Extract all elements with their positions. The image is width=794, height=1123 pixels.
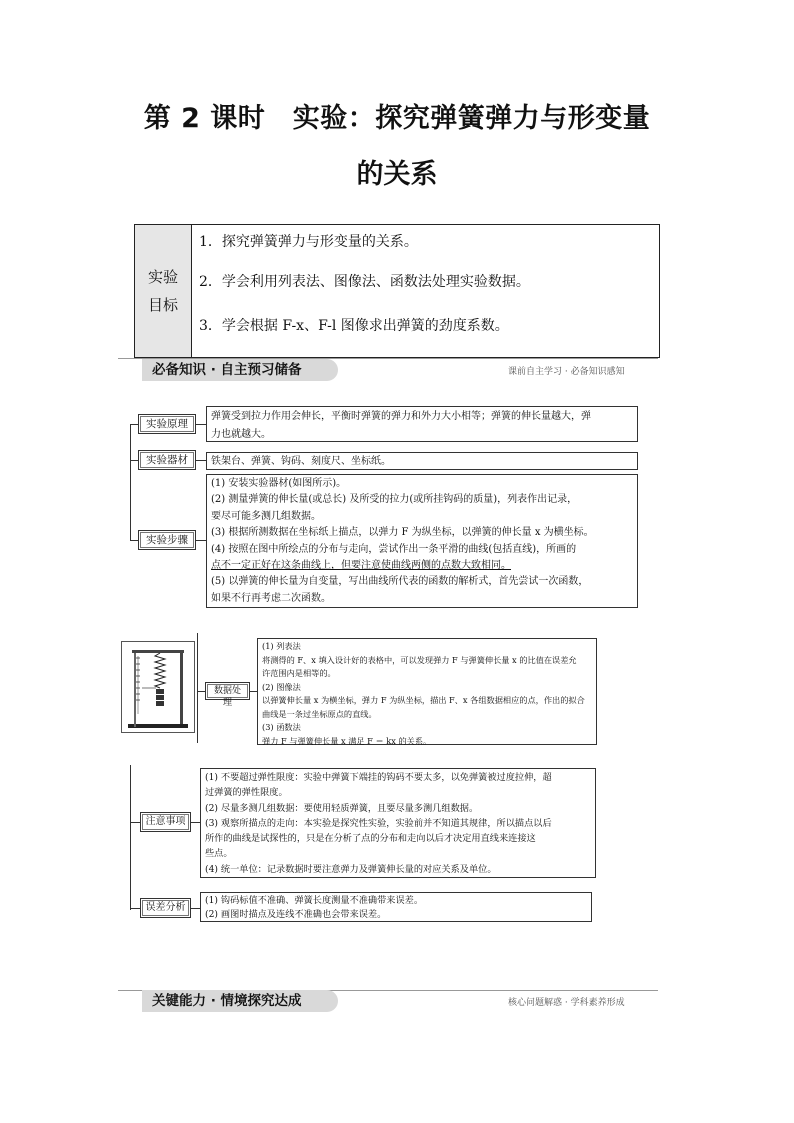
section-banner: 关键能力 · 情境探究达成	[142, 990, 338, 1012]
tree-connector	[130, 765, 131, 910]
notes-tag	[140, 812, 191, 832]
principle-tag	[138, 414, 196, 434]
data-processing-line: (3) 函数法	[262, 722, 301, 732]
notes-line: 过弹簧的弹性限度。	[205, 787, 288, 799]
steps-line: 要尽可能多测几组数据。	[211, 510, 321, 522]
steps-line: (4) 按照在图中所绘点的分布与走向，尝试作出一条平滑的曲线(包括直线)，所画的	[211, 543, 577, 555]
notes-line: (3) 观察所描点的走向：本实验是探究性实验，实验前并不知道其规律，所以描点以后	[205, 817, 552, 829]
notes-line: (4) 统一单位：记录数据时要注意弹力及弹簧伸长量的对应关系及单位。	[205, 863, 497, 875]
steps-line: (1) 安装实验器材(如图所示)。	[211, 478, 347, 489]
tree-connector	[130, 822, 140, 823]
notes-line: 所作的曲线是试探性的，只是在分析了点的分布和走向以后才决定用直线来连接这	[205, 833, 536, 845]
section-subtitle: 课前自主学习 · 必备知识感知	[508, 367, 625, 377]
data-processing-line: 弹力 F 与弹簧伸长量 x 满足 F ＝ kx 的关系。	[262, 735, 432, 746]
steps-line: (5) 以弹簧的伸长量为自变量，写出曲线所代表的函数的解析式，首先尝试一次函数，	[211, 576, 589, 588]
notes-line: (2) 尽量多测几组数据：要使用轻质弹簧，且要尽量多测几组数据。	[205, 802, 479, 814]
data-processing-tag-label: 数据处理	[207, 684, 248, 698]
tree-connector	[196, 540, 206, 541]
section-subtitle: 核心问题解惑 · 学科素养形成	[508, 998, 625, 1008]
steps-tag	[138, 530, 196, 550]
tree-connector	[130, 908, 140, 909]
tree-connector	[130, 424, 131, 541]
principle-tag-label: 实验原理	[140, 416, 194, 432]
goal-item: 1．探究弹簧弹力与形变量的关系。	[199, 234, 418, 250]
notes-line: 些点。	[205, 848, 233, 860]
tree-connector	[130, 540, 138, 541]
notes-tag-label: 注意事项	[142, 814, 189, 830]
notes-content	[200, 768, 596, 878]
principle-line: 弹簧受到拉力作用会伸长，平衡时弹簧的弹力和外力大小相等；弹簧的伸长量越大，弹	[211, 411, 591, 422]
goal-item: 3．学会根据 F-x、F-l 图像求出弹簧的劲度系数。	[199, 318, 509, 334]
page-title-continued: 的关系	[356, 159, 438, 190]
data-processing-line: 以弹簧伸长量 x 为横坐标，弹力 F 为纵坐标，描出 F、x 各组数据相应的点，作出的拟合	[262, 695, 585, 705]
goal-item: 2．学会利用列表法、图像法、函数法处理实验数据。	[199, 274, 530, 290]
section-banner: 必备知识 · 自主预习储备	[142, 359, 338, 381]
errors-tag	[140, 898, 191, 918]
steps-line: 如果不行再考虑二次函数。	[211, 592, 331, 604]
errors-content	[200, 892, 592, 922]
goals-label-bottom: 目标	[147, 296, 178, 314]
equipment-tag-label: 实验器材	[140, 452, 194, 468]
tree-connector	[197, 633, 198, 743]
page-title: 第 2 课时 实验：探究弹簧弹力与形变量	[143, 103, 651, 134]
steps-content	[206, 474, 638, 608]
data-processing-line: (2) 图像法	[262, 681, 301, 692]
steps-line: (3) 根据所测数据在坐标纸上描点，以弹力 F 为纵坐标，以弹簧的伸长量 x 为横坐标。	[211, 527, 594, 539]
steps-line: 点不一定正好在这条曲线上，但要注意使曲线两侧的点数大致相同。	[211, 560, 511, 572]
errors-line: (2) 画图时描点及连线不准确也会带来误差。	[205, 909, 387, 920]
goals-label-top: 实验	[147, 268, 178, 286]
tree-connector	[130, 424, 138, 425]
equipment-line: 铁架台、弹簧、钩码、刻度尺、坐标纸。	[211, 456, 391, 467]
data-processing-line: 将测得的 F、x 填入设计好的表格中，可以发现弹力 F 与弹簧伸长量 x 的比值在误差允	[262, 654, 577, 665]
principle-content	[206, 406, 638, 442]
tree-connector	[196, 460, 206, 461]
tree-connector	[196, 424, 206, 425]
notes-line: (1) 不要超过弹性限度：实验中弹簧下端挂的钩码不要太多，以免弹簧被过度拉伸，超	[205, 772, 552, 783]
spring-apparatus-image	[121, 641, 195, 733]
tree-connector	[190, 908, 200, 909]
errors-line: (1) 钩码标值不准确、弹簧长度测量不准确带来误差。	[205, 895, 424, 906]
data-processing-content	[257, 638, 597, 745]
tree-connector	[197, 691, 205, 692]
tree-connector	[190, 822, 200, 823]
steps-line: (2) 测量弹簧的伸长量(或总长) 及所受的拉力(或所挂钩码的质量)，列表作出记录，	[211, 494, 578, 506]
spring-apparatus-icon	[122, 642, 194, 732]
equipment-tag	[138, 450, 196, 470]
data-processing-tag	[205, 682, 250, 708]
data-processing-line: (1) 列表法	[262, 641, 301, 651]
principle-line: 力也就越大。	[211, 428, 271, 440]
data-processing-line: 许范围内是相等的。	[262, 668, 336, 678]
steps-tag-label: 实验步骤	[140, 532, 194, 548]
tree-connector	[130, 460, 138, 461]
tree-connector	[249, 691, 257, 692]
equipment-content	[206, 452, 638, 470]
goals-box	[134, 224, 660, 358]
goals-label	[135, 225, 192, 357]
data-processing-line: 曲线是一条过坐标原点的直线。	[262, 708, 377, 719]
errors-tag-label: 误差分析	[142, 900, 189, 916]
